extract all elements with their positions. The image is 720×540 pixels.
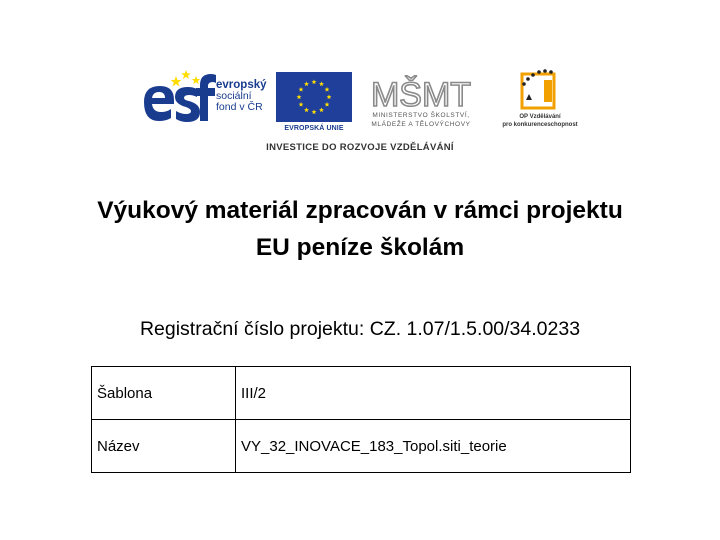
esf-line1: evropský [216, 79, 267, 91]
invest-tagline: INVESTICE DO ROZVOJE VZDĚLÁVÁNÍ [266, 142, 454, 153]
registration-number: Registrační číslo projektu: CZ. 1.07/1.5.00/34.0233 [139, 318, 581, 340]
msmt-mark: MŠMT [370, 76, 472, 112]
page-title [0, 192, 720, 266]
msmt-line2: MLÁDEŽE A TĚLOVÝCHOVY [371, 121, 471, 128]
table-value-sablona: III/2 [236, 367, 631, 420]
esf-line2: sociální [216, 90, 252, 102]
table-key-nazev: Název [92, 420, 236, 473]
esf-line3: fond v ČR [216, 101, 263, 113]
op-line2: pro konkurenceschopnost [502, 122, 578, 128]
eu-flag-icon [274, 70, 354, 124]
esf-logo [140, 66, 270, 134]
eu-label: EVROPSKÁ UNIE [284, 125, 344, 132]
table-row [92, 420, 631, 473]
title-line2: EU peníze školám [255, 234, 465, 261]
op-logo [500, 66, 580, 134]
table-value-nazev: VY_32_INOVACE_183_Topol.siti_teorie [236, 420, 631, 473]
info-table [91, 366, 631, 473]
table-row [92, 367, 631, 420]
logo-bar [140, 66, 580, 158]
title-line1: Výukový materiál zpracován v rámci projektu [97, 197, 623, 224]
op-mark-icon [500, 66, 580, 112]
op-line1: OP Vzdělávání [519, 114, 561, 120]
msmt-logo [356, 66, 486, 134]
msmt-line1: MINISTERSTVO ŠKOLSTVÍ, [372, 112, 470, 119]
table-key-sablona: Šablona [92, 367, 236, 420]
eu-logo [274, 70, 354, 134]
esf-wordmark [216, 80, 267, 113]
msmt-mark-icon [356, 66, 486, 112]
